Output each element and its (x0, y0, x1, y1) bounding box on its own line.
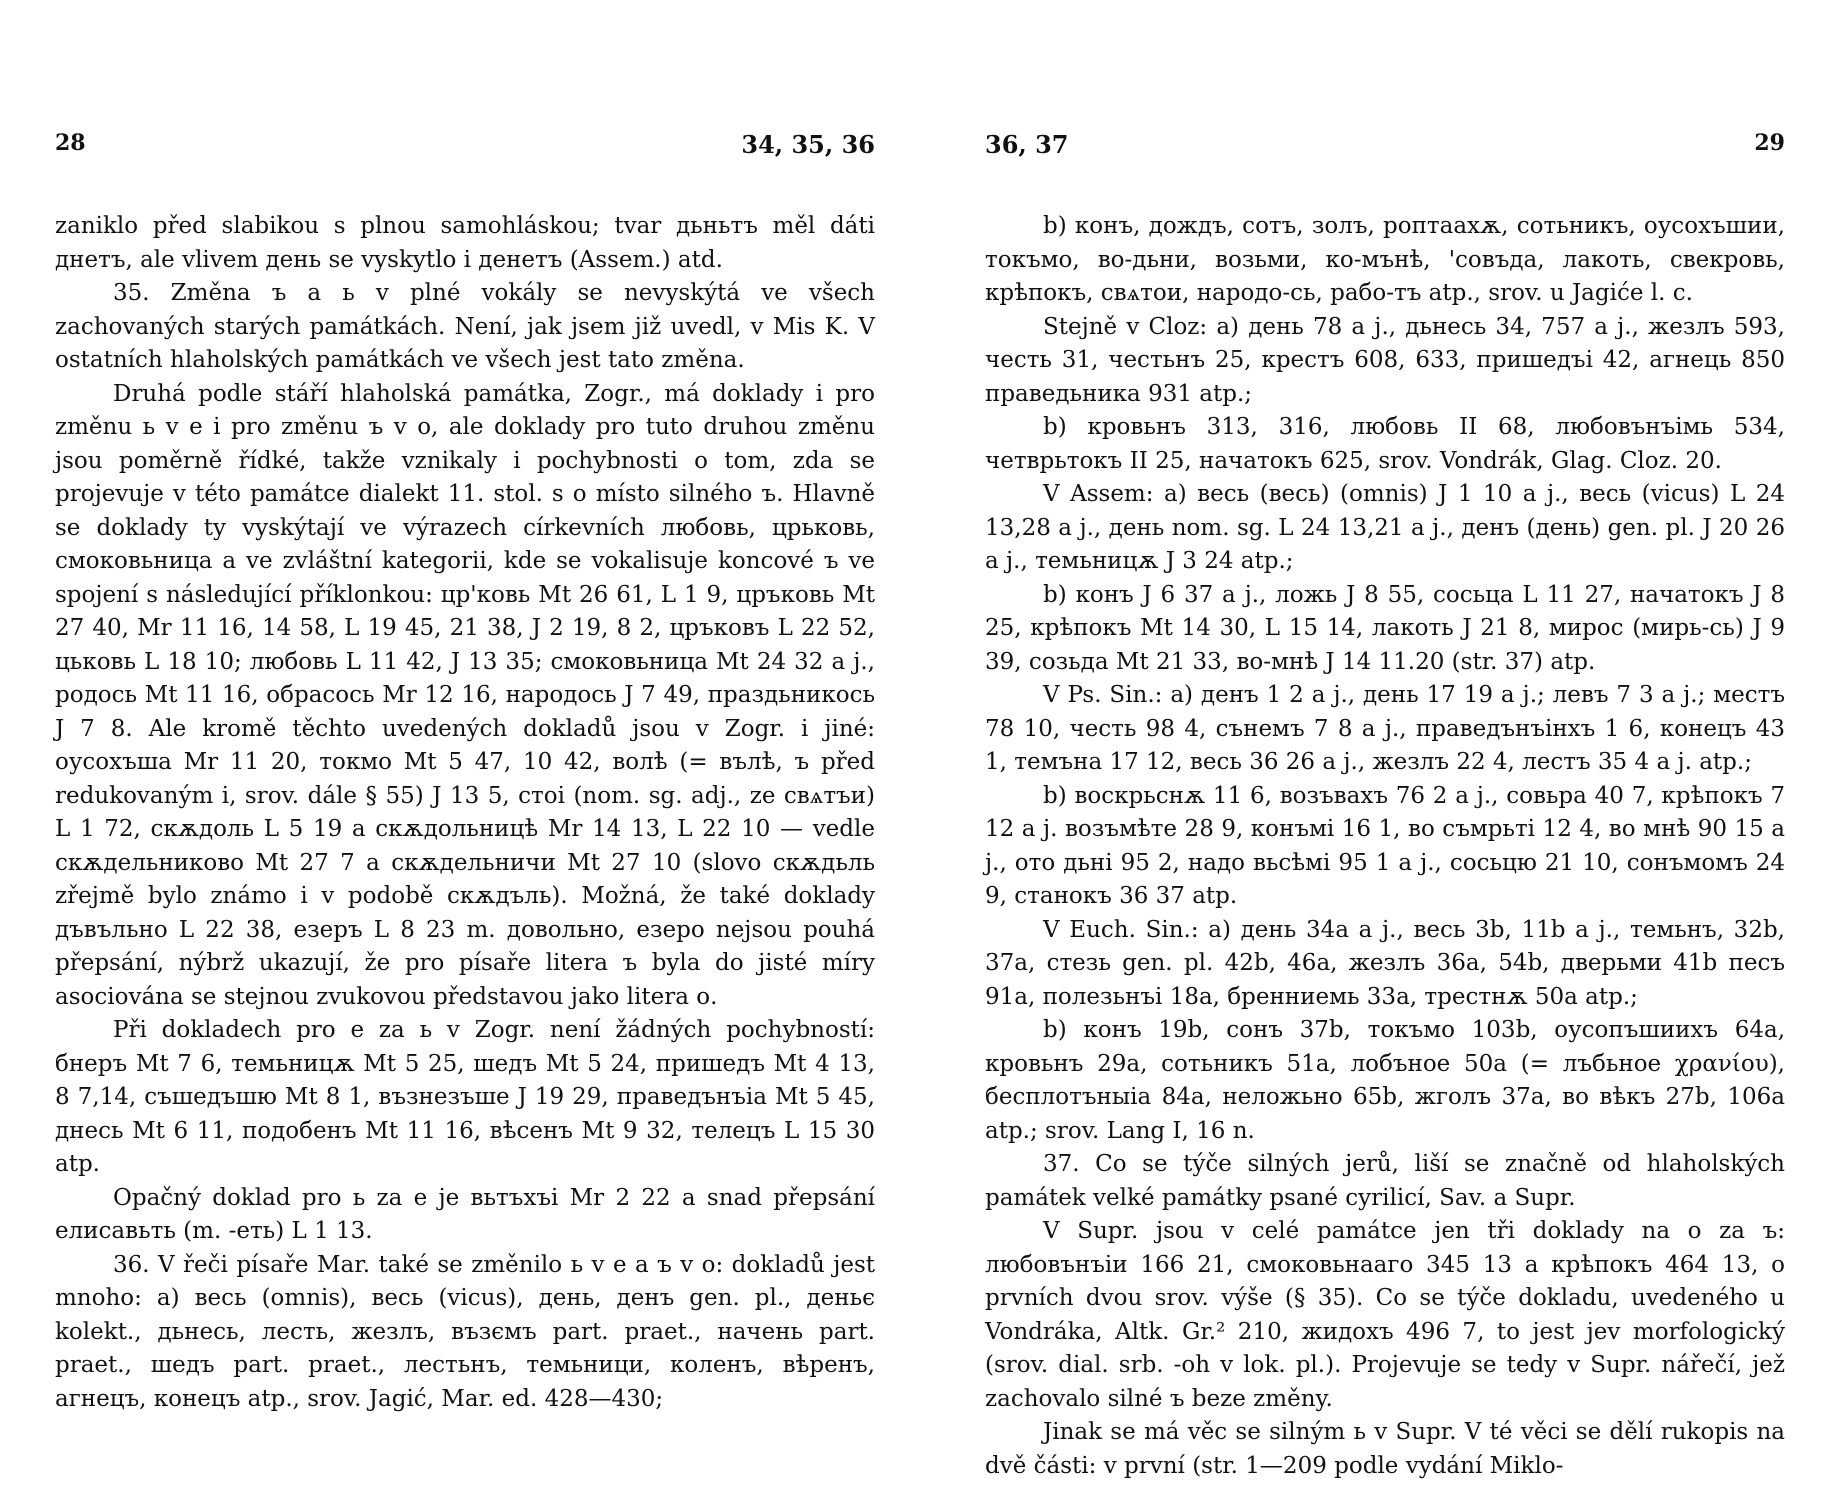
paragraph: Druhá podle stáří hlaholská památka, Zogr., má doklady i pro změnu ь v e i pro změnu ъ v o, ale doklady pro tuto druhou změnu jsou poměrně řídké, takže vznikaly i pochybnosti o tom, zda se projevuje v této památce dialekt 11. stol. s o místo silného ъ. Hlavně se doklady ty vyskýtají ve výrazech církevních любовь, црьковь, смоковьница a ve zvláštní kategorii, kde se vokalisuje koncové ъ ve spojení s následující příklonkou: цр'ковь Mt 26 61, L 1 9, цръковь Mt 27 40, Mr 11 16, 14 58, L 19 45, 21 38, J 2 19, 8 2, цръковъ L 22 52, цьковь L 18 10; любовь L 11 42, J 13 35; смоковьница Mt 24 32 a j., родось Mt 11 16, обрасось Mr 12 16, народось J 7 49, праздьникось J 7 8. Ale kromě těchto uvedených dokladů jsou v Zogr. i jiné: оусохъша Mr 11 20, токмо Mt 5 47, 10 42, волѣ (= вълѣ, ъ před redukovaným і, srov. dále § 55) J 13 5, стоі (nom. sg. adj., ze свѧтъи) L 1 72, скѫдоль L 5 19 a скѫдольницѣ Mr 14 13, L 22 10 — vedle скѫдельниково Mt 27 7 a скѫдельничи Mt 27 10 (slovo скѫдьль zřejmě bylo známo i v podobě скѫдъль). Možná, že také doklady дъвъльно L 22 38, езеръ L 8 23 m. довольно, езеро nejsou pouhá přepsání, nýbrž ukazují, že pro písaře litera ъ byla do jisté míry asociována se stejnou zvukovou představou jako litera о. (55, 380, 875, 1010)
paragraph: Při dokladech pro е za ь v Zogr. není žádných pochybností: бнеръ Mt 7 6, темьницѫ Mt 5 25, шедъ Mt 5 24, пришедъ Mt 4 13, 8 7,14, съшедъшю Mt 8 1, възнезъше J 19 29, праведънъіа Mt 5 45, днесь Mt 6 11, подобенъ Mt 11 16, вѣсенъ Mt 9 32, телецъ L 15 30 atp. (55, 1017, 875, 1177)
paragraph: V Supr. jsou v celé památce jen tři doklady na о za ъ: любовънъіи 166 21, смоковьнааго 345 13 a крѣпокъ 464 13, o prvních dvou srov. výše (§ 35). Co se týče dokladu, uvedeného u Vondráka, Altk. Gr.² 210, жидохъ 496 7, to jest jev morfologický (srov. dial. srb. -oh v lok. pl.). Projevuje se tedy v Supr. nářečí, jež zachovalo silné ъ beze změny. (985, 1218, 1785, 1412)
right-page-number: 29 (1754, 130, 1785, 156)
paragraph: b) конъ J 6 37 a j., ложь J 8 55, сосьца L 11 27, начатокъ J 8 25, крѣпокъ Mt 14 30, L 15 14, лакоть J 21 8, мирос (мирь-сь) J 9 39, созьда Mt 21 33, во-мнѣ J 14 11.20 (str. 37) atp. (985, 581, 1785, 675)
paragraph: b) кровьнъ 313, 316, любовь II 68, любовънъімь 534, четврьтокъ II 25, начатокъ 625, srov. Vondrák, Glag. Cloz. 20. (985, 414, 1785, 474)
paragraph: zaniklo před slabikou s plnou samohláskou; tvar дьньтъ měl dáti днетъ, ale vlivem день se vyskytlo i денетъ (Assem.) atd. (55, 213, 875, 273)
paragraph: V Ps. Sin.: a) денъ 1 2 a j., день 17 19 a j.; левъ 7 3 a j.; местъ 78 10, честь 98 4, сънемъ 7 8 a j., праведънъінхъ 1 6, конецъ 43 1, темъна 17 12, весь 36 26 a j., жезлъ 22 4, лестъ 35 4 a j. atp.; (985, 682, 1785, 775)
paragraph: 35. Změna ъ a ь v plné vokály se nevyskýtá ve všech zachovaných starých památkách. Není, jak jsem již uvedl, v Mis K. V ostatních hlaholských památkách ve všech jest tato změna. (55, 280, 875, 373)
left-page-body (55, 210, 875, 1416)
right-page (985, 130, 1785, 1483)
right-page-body (985, 210, 1785, 1483)
left-page (55, 130, 875, 1416)
paragraph: Stejně v Cloz: a) день 78 a j., дьнесь 34, 757 a j., жезлъ 593, честь 31, честьнъ 25, крестъ 608, 633, пришедъі 42, агнець 850 праведьника 931 atp.; (985, 313, 1785, 407)
left-page-header (55, 130, 875, 170)
paragraph: V Euch. Sin.: a) день 34a a j., весь 3b, 11b a j., темьнъ, 32b, 37a, стезь gen. pl. 42b, 46a, жезлъ 36a, 54b, дверьми 41b песъ 91a, полезьнъі 18a, бренниемь 33a, трестнѫ 50a atp.; (985, 916, 1785, 1010)
paragraph: b) конъ 19b, сонъ 37b, токъмо 103b, оусопъшиихъ 64a, кровьнъ 29a, сотьникъ 51a, лобъное 50a (= лъбьное χρανίου), бесплотъныіа 84a, неложьно 65b, жголъ 37a, во вѣкъ 27b, 106a atp.; srov. Lang I, 16 n. (985, 1017, 1785, 1144)
right-page-header (985, 130, 1785, 170)
paragraph: b) воскрьснѫ 11 6, возъвахъ 76 2 a j., совьра 40 7, крѣпокъ 7 12 a j. возъмѣте 28 9, конъмі 16 1, во съмрьті 12 4, во мнѣ 90 15 a j., ото дьні 95 2, надо вьсѣмі 95 1 a j., сосьцю 21 10, сонъмомъ 24 9, станокъ 36 37 atp. (985, 782, 1785, 909)
paragraph: V Assem: a) весь (весь) (omnis) J 1 10 a j., весь (vicus) L 24 13,28 a j., день nom. sg. L 24 13,21 a j., денъ (день) gen. pl. J 20 26 a j., темьницѫ J 3 24 atp.; (985, 481, 1785, 574)
right-section-range: 36, 37 (985, 130, 1069, 159)
paragraph: 37. Co se týče silných jerů, liší se značně od hlaholských památek velké památky psané cyrilicí, Sav. a Supr. (985, 1151, 1785, 1211)
left-page-number: 28 (55, 130, 86, 156)
paragraph: Opačný doklad pro ь za е je вьтъхъі Mr 2 22 a snad přepsání елисавьть (m. -еть) L 1 13. (55, 1184, 875, 1244)
paragraph: b) конъ, дождъ, сотъ, золъ, роптаахѫ, сотьникъ, оусохъшии, токъмо, во-дьни, возьми, ко-мънѣ, 'совъда, лакоть, свекровь, крѣпокъ, свѧтои, народо-сь, рабо-тъ atp., srov. u Jagiće l. c. (985, 213, 1785, 306)
paragraph: Jinak se má věc se silným ь v Supr. V té věci se dělí rukopis na dvě části: v první (str. 1—209 podle vydání Miklo- (985, 1419, 1785, 1479)
left-section-range: 34, 35, 36 (741, 130, 875, 159)
paragraph: 36. V řeči písaře Mar. také se změnilo ь v e a ъ v o: dokladů jest mnoho: a) весь (omnis), весь (vicus), день, денъ gen. pl., деньє kolekt., дьнесь, лесть, жезлъ, възємъ part. praet., начень part. praet., шедъ part. praet., лестьнъ, темьници, коленъ, вѣренъ, агнецъ, конецъ atp., srov. Jagić, Mar. ed. 428—430; (55, 1251, 875, 1412)
